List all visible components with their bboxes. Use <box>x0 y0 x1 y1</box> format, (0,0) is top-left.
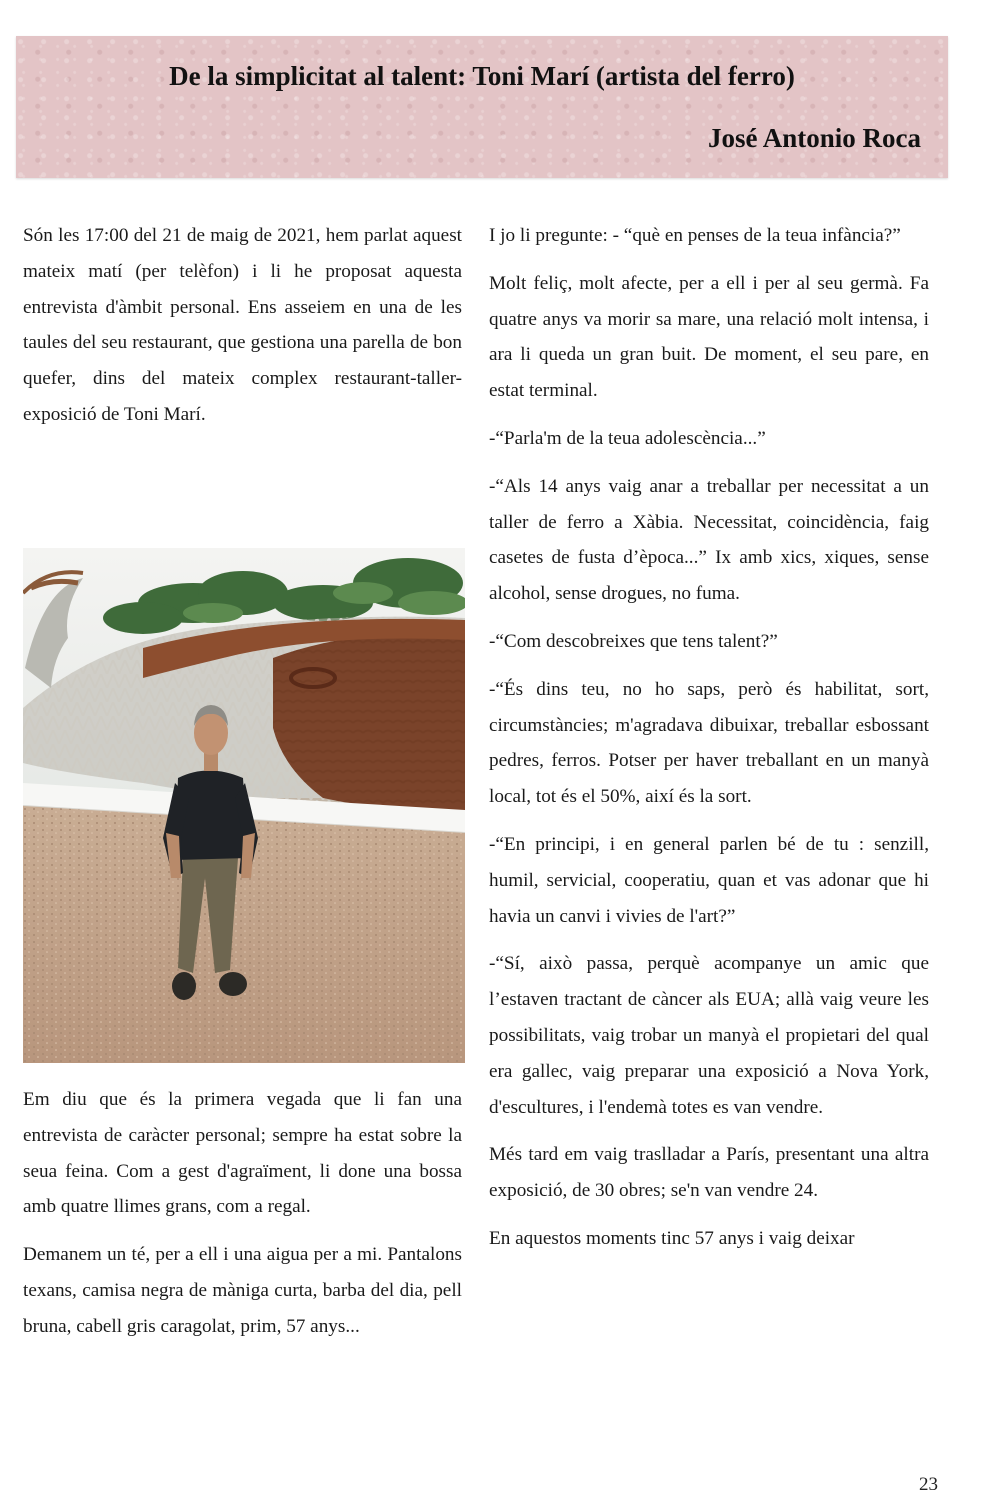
body-paragraph: -“És dins teu, no ho saps, però és habilitat, sort, circumstàncies; m'agradava dibuixar, treballar esbossant pedres, ferros. Potser per haver treballant en un manyà local, tot és el 50%, així és la sort. <box>489 678 929 808</box>
article-title: De la simplicitat al talent: Toni Marí (artista del ferro) <box>169 61 795 91</box>
left-column-top <box>23 218 462 445</box>
body-paragraph: Més tard em vaig traslladar a París, presentant una altra exposició, de 30 obres; se'n van vendre 24. <box>489 1144 929 1202</box>
body-paragraph: -“Parla'm de la teua adolescència...” <box>489 427 766 449</box>
body-paragraph: Em diu que és la primera vegada que li fan una entrevista de caràcter personal; sempre ha estat sobre la seua feina. Com a gest d'agraïment, li done una bossa amb quatre llimes grans, com a regal. <box>23 1089 462 1218</box>
article-author: José Antonio Roca <box>707 123 921 153</box>
left-column-bottom <box>23 1082 462 1357</box>
intro-paragraph: Són les 17:00 del 21 de maig de 2021, hem parlat aquest mateix matí (per telèfon) i li he proposat aquesta entrevista d'àmbit personal. Ens asseiem en una de les taules del seu restaurant, que gestiona una parella de bon quefer, dins del mateix complex restaurant-taller-exposició de Toni Marí. <box>23 225 462 425</box>
header-banner <box>16 36 948 178</box>
page-number: 23 <box>919 1474 938 1495</box>
photo-illustration <box>23 548 465 1063</box>
body-paragraph: Demanem un té, per a ell i una aigua per a mi. Pantalons texans, camisa negra de màniga curta, barba del dia, pell bruna, cabell gris caragolat, prim, 57 anys... <box>23 1244 462 1337</box>
body-paragraph: I jo li pregunte: - “què en penses de la teua infància?” <box>489 225 901 246</box>
body-paragraph: -“Als 14 anys vaig anar a treballar per necessitat a un taller de ferro a Xàbia. Necessitat, coincidència, faig casetes de fusta d’època...” Ix amb xics, xiques, sense alcohol, sense drogues, no fuma. <box>489 475 929 605</box>
body-paragraph: -“En principi, i en general parlen bé de tu : senzill, humil, servicial, cooperatiu, quan et vas adonar que hi havia un canvi i vivies de l'art?” <box>489 833 929 927</box>
body-paragraph: -“Sí, això passa, perquè acompanye un amic que l’estaven tractant de càncer als EUA; allà vaig veure les possibilitats, vaig trobar un manyà el propietari del qual era gallec, vaig preparar una exposició a Nova York, d'escultures, i l'endemà totes es van vendre. <box>489 953 929 1118</box>
right-column <box>489 218 929 1269</box>
body-paragraph: -“Com descobreixes que tens talent?” <box>489 630 778 652</box>
body-paragraph: En aquestos moments tinc 57 anys i vaig deixar <box>489 1227 855 1249</box>
article-photo <box>23 548 465 1063</box>
body-paragraph: Molt feliç, molt afecte, per a ell i per al seu germà. Fa quatre anys va morir sa mare, una relació molt intensa, i ara li queda un gran buit. De moment, el seu pare, en estat terminal. <box>489 272 929 402</box>
